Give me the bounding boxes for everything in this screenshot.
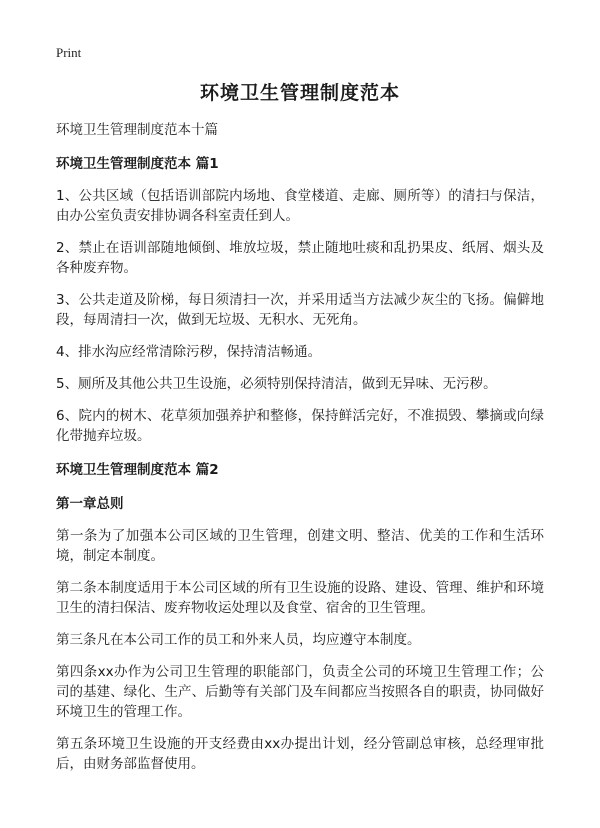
paragraph: 1、公共区域（包括语训部院内场地、食堂楼道、走廊、厕所等）的清扫与保洁，由办公室负责安排协调各科室责任到人。 [56,188,544,224]
section-heading: 环境卫生管理制度范本 篇1 [56,156,219,172]
paragraph: 3、公共走道及阶梯，每日须清扫一次，并采用适当方法减少灰尘的飞扬。偏僻地段，每周清扫一次，做到无垃圾、无积水、无死角。 [56,292,544,328]
section-heading: 环境卫生管理制度范本 篇2 [56,462,219,478]
paragraph: 第三条凡在本公司工作的员工和外来人员，均应遵守本制度。 [56,632,421,648]
paragraph: 第四条xx办作为公司卫生管理的职能部门，负责全公司的环境卫生管理工作；公司的基建、绿化、生产、后勤等有关部门及车间都应当按照各自的职责，协同做好环境卫生的管理工作。 [56,664,544,720]
chapter-heading: 第一章总则 [56,496,124,512]
paragraph: 2、禁止在语训部随地倾倒、堆放垃圾，禁止随地吐痰和乱扔果皮、纸屑、烟头及各种废弃物。 [56,240,544,276]
paragraph: 第五条环境卫生设施的开支经费由xx办提出计划，经分管副总审核，总经理审批后，由财务部监督使用。 [56,736,544,772]
paragraph: 4、排水沟应经常清除污秽，保持清洁畅通。 [56,344,322,360]
paragraph: 第二条本制度适用于本公司区域的所有卫生设施的设路、建设、管理、维护和环境卫生的清扫保洁、废弃物收运处理以及食堂、宿舍的卫生管理。 [56,580,544,616]
page-title: 环境卫生管理制度范本 [199,82,400,104]
paragraph: 6、院内的树木、花草须加强养护和整修，保持鲜活完好，不准损毁、攀摘或向绿化带抛弃垃圾。 [56,408,544,444]
print-label: Print [56,45,82,60]
document-subtitle: 环境卫生管理制度范本十篇 [56,122,218,138]
paragraph: 第一条为了加强本公司区域的卫生管理，创建文明、整洁、优美的工作和生活环境，制定本制度。 [56,528,544,564]
paragraph: 5、厕所及其他公共卫生设施，必须特别保持清洁，做到无异味、无污秽。 [56,376,497,392]
